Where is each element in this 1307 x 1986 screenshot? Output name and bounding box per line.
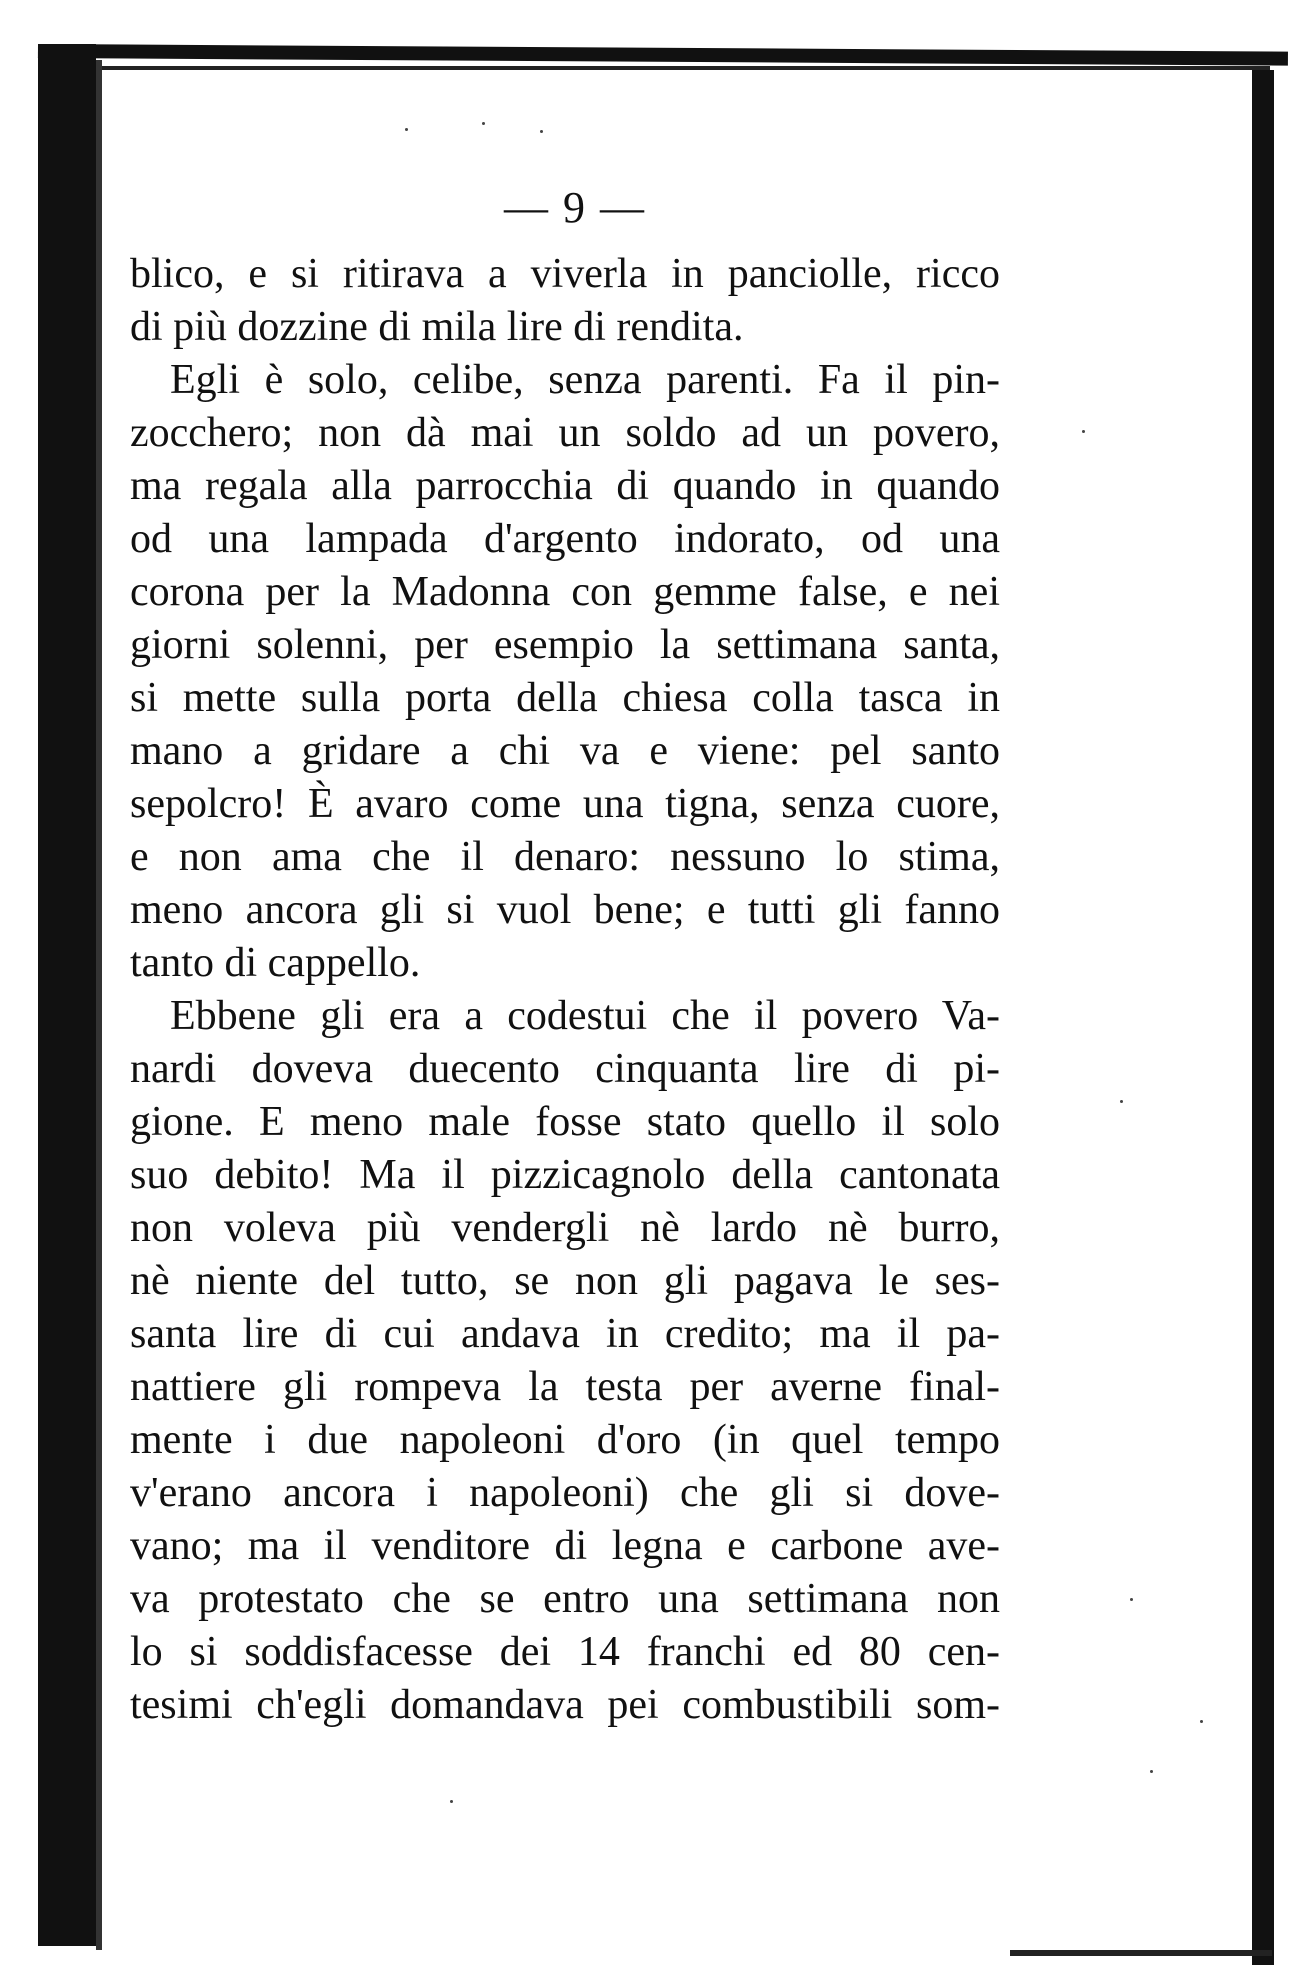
text-line: tesimi ch'egli domandava pei combustibili som- bbox=[130, 1682, 1000, 1728]
text-line: tanto di cappello. bbox=[130, 940, 421, 986]
scan-speck bbox=[540, 130, 543, 133]
text-line: blico, e si ritirava a viverla in panciolle, ricco bbox=[130, 251, 1000, 297]
page-edge-left-inner bbox=[96, 60, 102, 1950]
text-line: v'erano ancora i napoleoni) che gli si dove- bbox=[130, 1470, 1000, 1516]
text-line: vano; ma il venditore di legna e carbone ave- bbox=[130, 1523, 1000, 1569]
text-line: santa lire di cui andava in credito; ma il pa- bbox=[130, 1311, 1000, 1357]
body-text bbox=[130, 248, 1000, 1732]
text-line: suo debito! Ma il pizzicagnolo della cantonata bbox=[130, 1152, 1000, 1198]
text-line: mano a gridare a chi va e viene: pel santo bbox=[130, 728, 1000, 774]
scan-speck bbox=[405, 128, 408, 131]
text-line: Egli è solo, celibe, senza parenti. Fa il pin- bbox=[170, 357, 1000, 403]
page-edge-bottom bbox=[1010, 1950, 1272, 1956]
text-line: di più dozzine di mila lire di rendita. bbox=[130, 304, 744, 350]
text-line: giorni solenni, per esempio la settimana santa, bbox=[130, 622, 1000, 668]
text-line: si mette sulla porta della chiesa colla tasca in bbox=[130, 675, 1000, 721]
text-line: va protestato che se entro una settimana non bbox=[130, 1576, 1000, 1622]
scan-speck bbox=[1200, 1720, 1203, 1723]
page-number: — 9 — bbox=[504, 183, 646, 232]
page-edge-top bbox=[38, 44, 1288, 66]
scan-speck bbox=[450, 1800, 453, 1803]
text-line: corona per la Madonna con gemme false, e nei bbox=[130, 569, 1000, 615]
scan-speck bbox=[482, 122, 485, 125]
scan-speck bbox=[1120, 1100, 1123, 1103]
text-line: nattiere gli rompeva la testa per averne final- bbox=[130, 1364, 1000, 1410]
text-line: meno ancora gli si vuol bene; e tutti gli fanno bbox=[130, 887, 1000, 933]
scan-speck bbox=[1130, 1598, 1133, 1601]
text-line: od una lampada d'argento indorato, od una bbox=[130, 516, 1000, 562]
page-edge-right bbox=[1252, 70, 1274, 1965]
text-line: zocchero; non dà mai un soldo ad un povero, bbox=[130, 410, 1000, 456]
page-edge-left bbox=[38, 44, 96, 1946]
text-line: e non ama che il denaro: nessuno lo stima, bbox=[130, 834, 1000, 880]
text-line: gione. E meno male fosse stato quello il solo bbox=[130, 1099, 1000, 1145]
scan-speck bbox=[1150, 1770, 1153, 1773]
text-line: Ebbene gli era a codestui che il povero Va- bbox=[170, 993, 1000, 1039]
text-line: sepolcro! È avaro come una tigna, senza cuore, bbox=[130, 781, 1000, 827]
page-edge-top-inner bbox=[90, 66, 1270, 70]
scan-speck bbox=[1082, 430, 1085, 433]
text-line: mente i due napoleoni d'oro (in quel tempo bbox=[130, 1417, 1000, 1463]
text-line: non voleva più vendergli nè lardo nè burro, bbox=[130, 1205, 1000, 1251]
text-line: ma regala alla parrocchia di quando in quando bbox=[130, 463, 1000, 509]
text-line: nè niente del tutto, se non gli pagava le ses- bbox=[130, 1258, 1000, 1304]
text-line: nardi doveva duecento cinquanta lire di pi- bbox=[130, 1046, 1000, 1092]
text-line: lo si soddisfacesse dei 14 franchi ed 80 cen- bbox=[130, 1629, 1000, 1675]
